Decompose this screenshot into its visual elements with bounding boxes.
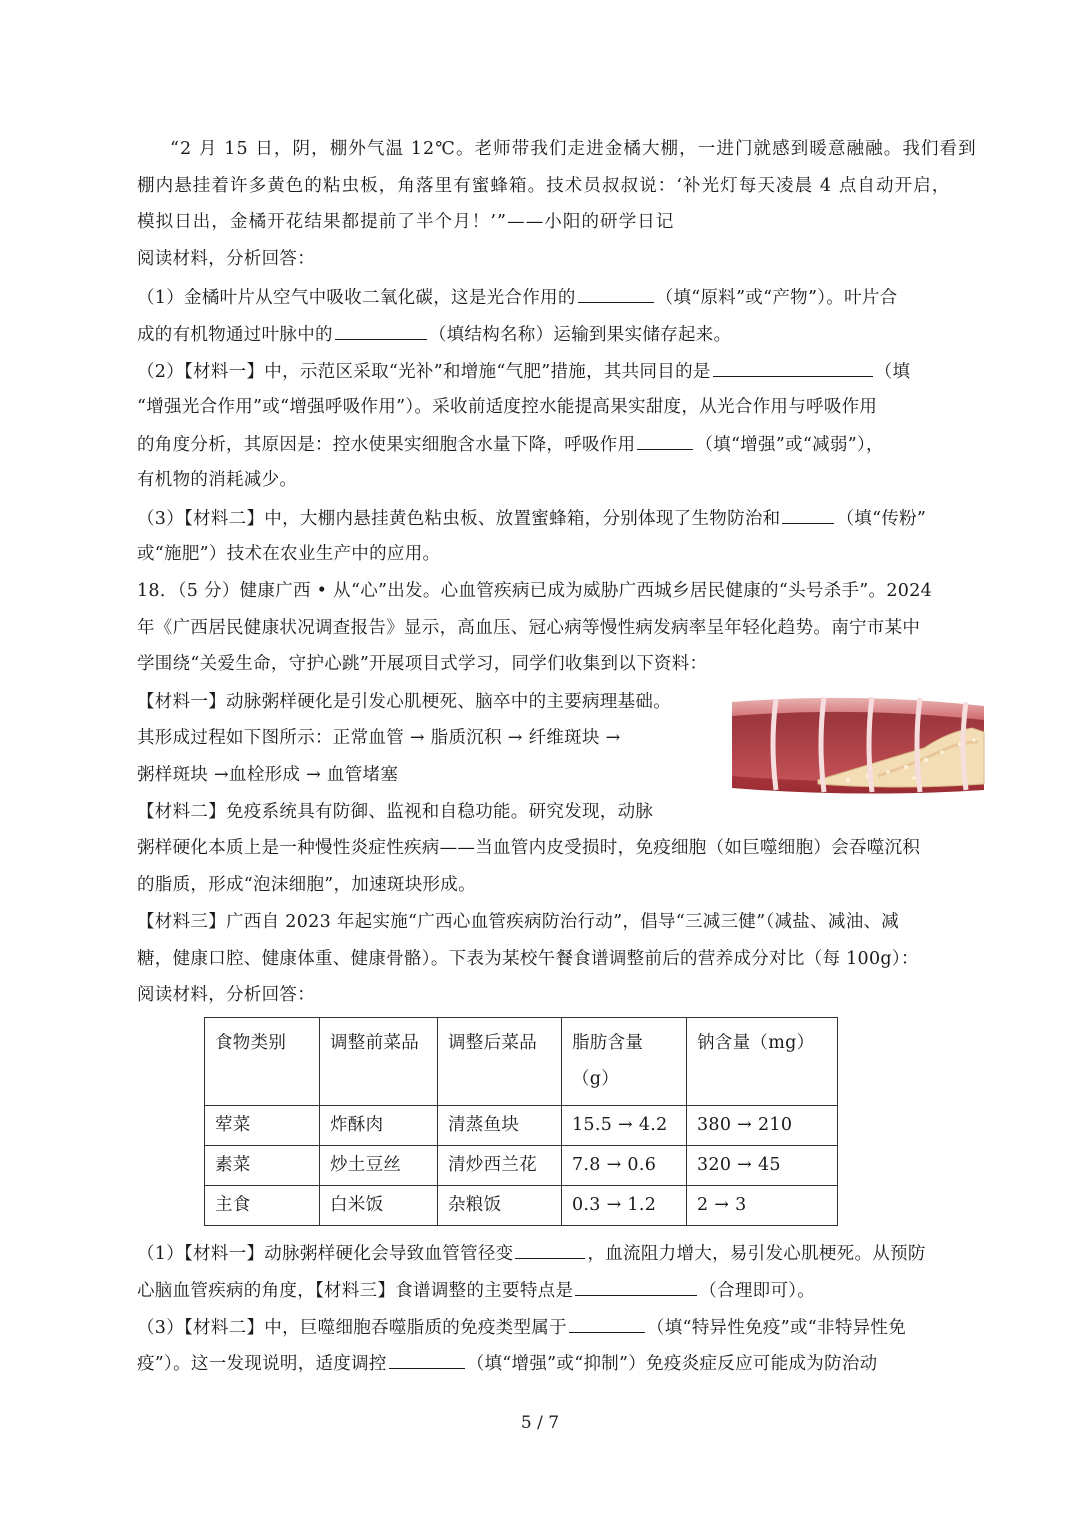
material2-line2: 粥样硬化本质上是一种慢性炎症性疾病——当血管内皮受损时，免疫细胞（如巨噬细胞）会吞噬沉积 [137, 838, 921, 858]
q18-intro-line3: 学围绕“关爱生命，守护心跳”开展项目式学习，同学们收集到以下资料： [137, 654, 708, 674]
table-cell: 380 → 210 [687, 1106, 838, 1146]
q18-intro-line2: 年《广西居民健康状况调查报告》显示，高血压、冠心病等慢性病发病率呈年轻化趋势。南宁市某中 [137, 618, 921, 638]
q17-part2-line4: 有机物的消耗减少。 [137, 470, 298, 490]
header-cell: 调整后菜品 [438, 1018, 562, 1106]
header-cell: 食物类别 [205, 1018, 320, 1106]
header-cell: 调整前菜品 [320, 1018, 438, 1106]
answer-blank[interactable] [713, 358, 873, 377]
answer-blank[interactable] [575, 1277, 697, 1296]
material1-line3: 粥样斑块 →血栓形成 → 血管堵塞 [137, 765, 399, 785]
q17-part3-line2: 或“施肥”）技术在农业生产中的应用。 [137, 544, 441, 564]
q17-part2-line1: （2）【材料一】中，示范区采取“光补”和增施“气肥”措施，其共同目的是 （填 [137, 358, 910, 384]
q18-part1-line2: 心脑血管疾病的角度，【材料三】食谱调整的主要特点是 （合理即可）。 [137, 1277, 815, 1303]
answer-blank[interactable] [515, 1240, 585, 1259]
q18-prompt: 阅读材料，分析回答： [137, 985, 315, 1005]
material1-line2: 其形成过程如下图所示：正常血管 → 脂质沉积 → 纤维斑块 → [137, 728, 621, 748]
table-cell: 0.3 → 1.2 [562, 1186, 687, 1226]
material2-line3: 的脂质，形成“泡沫细胞”，加速斑块形成。 [137, 875, 476, 895]
answer-blank[interactable] [637, 431, 693, 450]
q18-intro-line1: 18．（5 分）健康广西 • 从“心”出发。心血管疾病已成为威胁广西城乡居民健康的“头号杀手”。2024 [137, 581, 933, 601]
table-cell: 15.5 → 4.2 [562, 1106, 687, 1146]
header-cell: 脂肪含量（g） [562, 1018, 687, 1106]
table-cell: 主食 [205, 1186, 320, 1226]
table-row [205, 1146, 838, 1186]
table-header-row [205, 1018, 838, 1106]
table-cell: 素菜 [205, 1146, 320, 1186]
table-row [205, 1106, 838, 1146]
answer-blank[interactable] [782, 505, 834, 524]
material1-line1: 【材料一】动脉粥样硬化是引发心肌梗死、脑卒中的主要病理基础。 [137, 692, 671, 712]
nutrition-table [204, 1017, 838, 1226]
diary-line-3: 模拟日出，金橘开花结果都提前了半个月！’”——小阳的研学日记 [137, 212, 675, 232]
table-cell: 炸酥肉 [320, 1106, 438, 1146]
q17-part2-line2: “增强光合作用”或“增强呼吸作用”）。采收前适度控水能提高果实甜度，从光合作用与呼吸作用 [137, 397, 878, 417]
table-cell: 白米饭 [320, 1186, 438, 1226]
table-cell: 杂粮饭 [438, 1186, 562, 1226]
answer-blank[interactable] [578, 284, 654, 303]
table-cell: 7.8 → 0.6 [562, 1146, 687, 1186]
material3-line2: 糖，健康口腔、健康体重、健康骨骼）。下表为某校午餐食谱调整前后的营养成分对比（每 100g）： [137, 949, 919, 969]
answer-blank[interactable] [389, 1350, 465, 1369]
diary-line-1: “2 月 15 日，阴，棚外气温 12℃。老师带我们走进金橘大棚，一进门就感到暖意融融。我们看到 [170, 139, 977, 159]
table-cell: 2 → 3 [687, 1186, 838, 1226]
table-cell: 荤菜 [205, 1106, 320, 1146]
table-cell: 清蒸鱼块 [438, 1106, 562, 1146]
q18-part3-line2: 疫”）。这一发现说明，适度调控 （填“增强”或“抑制”）免疫炎症反应可能成为防治动 [137, 1350, 878, 1376]
q17-part2-line3: 的角度分析，其原因是：控水使果实细胞含水量下降，呼吸作用 （填“增强”或“减弱”）， [137, 431, 884, 457]
header-cell: 钠含量（mg） [687, 1018, 838, 1106]
answer-blank[interactable] [335, 321, 427, 340]
answer-blank[interactable] [569, 1314, 645, 1333]
table-cell: 清炒西兰花 [438, 1146, 562, 1186]
q18-part3-line1: （3）【材料二】中，巨噬细胞吞噬脂质的免疫类型属于 （填“特异性免疫”或“非特异性免 [137, 1314, 906, 1340]
q17-prompt: 阅读材料，分析回答： [137, 249, 315, 269]
q17-part1-line1: （1）金橘叶片从空气中吸收二氧化碳，这是光合作用的 （填“原料”或“产物”）。叶片合 [137, 284, 897, 310]
q17-part1-line2: 成的有机物通过叶脉中的 （填结构名称）运输到果实储存起来。 [137, 321, 731, 347]
diary-line-2: 棚内悬挂着许多黄色的粘虫板，角落里有蜜蜂箱。技术员叔叔说：‘补光灯每天凌晨 4 点自动开启， [137, 176, 951, 196]
table-cell: 320 → 45 [687, 1146, 838, 1186]
table-row [205, 1186, 838, 1226]
page-number: 5 / 7 [520, 1413, 560, 1433]
q17-part3-line1: （3）【材料二】中，大棚内悬挂黄色粘虫板、放置蜜蜂箱，分别体现了生物防治和 （填“传粉” [137, 505, 926, 531]
table-cell: 炒土豆丝 [320, 1146, 438, 1186]
material3-line1: 【材料三】广西自 2023 年起实施“广西心血管疾病防治行动”，倡导“三减三健”（减盐、减油、减 [137, 912, 900, 932]
q18-part1-line1: （1）【材料一】动脉粥样硬化会导致血管管径变 ，血流阻力增大，易引发心肌梗死。从预防 [137, 1240, 926, 1266]
artery-plaque-illustration [728, 692, 988, 798]
material2-line1: 【材料二】免疫系统具有防御、监视和自稳功能。研究发现，动脉 [137, 802, 654, 822]
